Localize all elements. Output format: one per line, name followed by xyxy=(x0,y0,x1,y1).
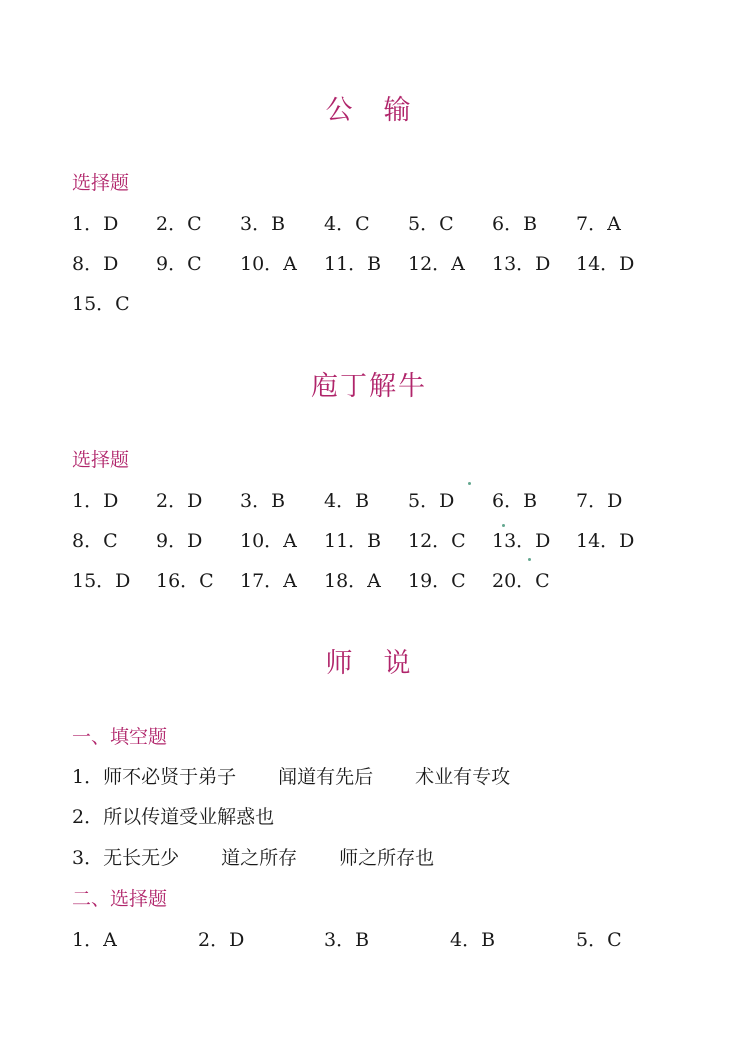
fill-item-number: 3． xyxy=(72,847,104,869)
answer-item: 15．C xyxy=(72,293,130,315)
answer-item: 14．D xyxy=(576,530,635,552)
answer-item: 14．D xyxy=(576,253,635,275)
fill-item-1 xyxy=(72,762,510,792)
answer-item: 12．A xyxy=(408,253,465,275)
subtitle-choice-shishuo: 二、选择题 xyxy=(72,888,168,910)
fill-answer: 道之所存 xyxy=(221,847,298,869)
answer-item: 6．B xyxy=(492,490,538,512)
answer-item: 1．D xyxy=(72,213,119,235)
answer-item: 17．A xyxy=(240,570,297,592)
answer-item: 2．C xyxy=(156,213,202,235)
answer-row xyxy=(0,566,738,596)
subtitle-fill-blank: 一、填空题 xyxy=(72,726,168,748)
answer-item: 1．D xyxy=(72,490,119,512)
section-title-gongshu: 公 输 xyxy=(325,95,413,126)
fill-answer: 师之所存也 xyxy=(339,847,435,869)
section-title-shishuo: 师 说 xyxy=(325,648,413,679)
answer-item: 4．C xyxy=(324,213,370,235)
answer-item: 8．D xyxy=(72,253,119,275)
answer-row-shishuo xyxy=(0,925,738,955)
answer-item: 10．A xyxy=(240,530,297,552)
fill-answer: 所以传道受业解惑也 xyxy=(103,806,275,828)
answer-item: 15．D xyxy=(72,570,131,592)
subtitle-choice-paoding: 选择题 xyxy=(72,449,130,471)
answer-item: 4．B xyxy=(450,929,496,951)
scan-speck xyxy=(502,524,505,527)
fill-item-number: 2． xyxy=(72,806,104,828)
answer-item: 18．A xyxy=(324,570,381,592)
fill-answer: 闻道有先后 xyxy=(278,766,374,788)
fill-item-3 xyxy=(72,843,434,873)
answer-item: 13．D xyxy=(492,253,551,275)
answer-item: 3．B xyxy=(240,213,286,235)
answer-item: 19．C xyxy=(408,570,466,592)
answer-item: 3．B xyxy=(240,490,286,512)
answer-row xyxy=(0,486,738,516)
answer-item: 2．D xyxy=(198,929,245,951)
subtitle-choice-gongshu: 选择题 xyxy=(72,172,130,194)
answer-item: 3．B xyxy=(324,929,370,951)
answer-row xyxy=(0,289,738,319)
answer-item: 9．C xyxy=(156,253,202,275)
answer-row xyxy=(0,209,738,239)
answer-item: 13．D xyxy=(492,530,551,552)
fill-answer: 师不必贤于弟子 xyxy=(103,766,237,788)
answer-item: 5．C xyxy=(576,929,622,951)
fill-item-2 xyxy=(72,802,274,832)
answer-item: 8．C xyxy=(72,530,118,552)
fill-item-number: 1． xyxy=(72,766,104,788)
answer-item: 7．D xyxy=(576,490,623,512)
answer-item: 12．C xyxy=(408,530,466,552)
answer-item: 6．B xyxy=(492,213,538,235)
answer-item: 2．D xyxy=(156,490,203,512)
answer-item: 4．B xyxy=(324,490,370,512)
scan-speck xyxy=(468,482,471,485)
answer-item: 5．D xyxy=(408,490,455,512)
answer-item: 9．D xyxy=(156,530,203,552)
answer-item: 11．B xyxy=(324,530,382,552)
answer-item: 1．A xyxy=(72,929,117,951)
answer-item: 10．A xyxy=(240,253,297,275)
answer-item: 11．B xyxy=(324,253,382,275)
answer-item: 20．C xyxy=(492,570,550,592)
scan-speck xyxy=(528,558,531,561)
answer-item: 16．C xyxy=(156,570,214,592)
answer-row xyxy=(0,249,738,279)
answer-item: 5．C xyxy=(408,213,454,235)
answer-row xyxy=(0,526,738,556)
section-title-paoding: 庖丁解牛 xyxy=(311,371,427,402)
fill-answer: 无长无少 xyxy=(103,847,180,869)
answer-item: 7．A xyxy=(576,213,621,235)
fill-answer: 术业有专攻 xyxy=(415,766,511,788)
